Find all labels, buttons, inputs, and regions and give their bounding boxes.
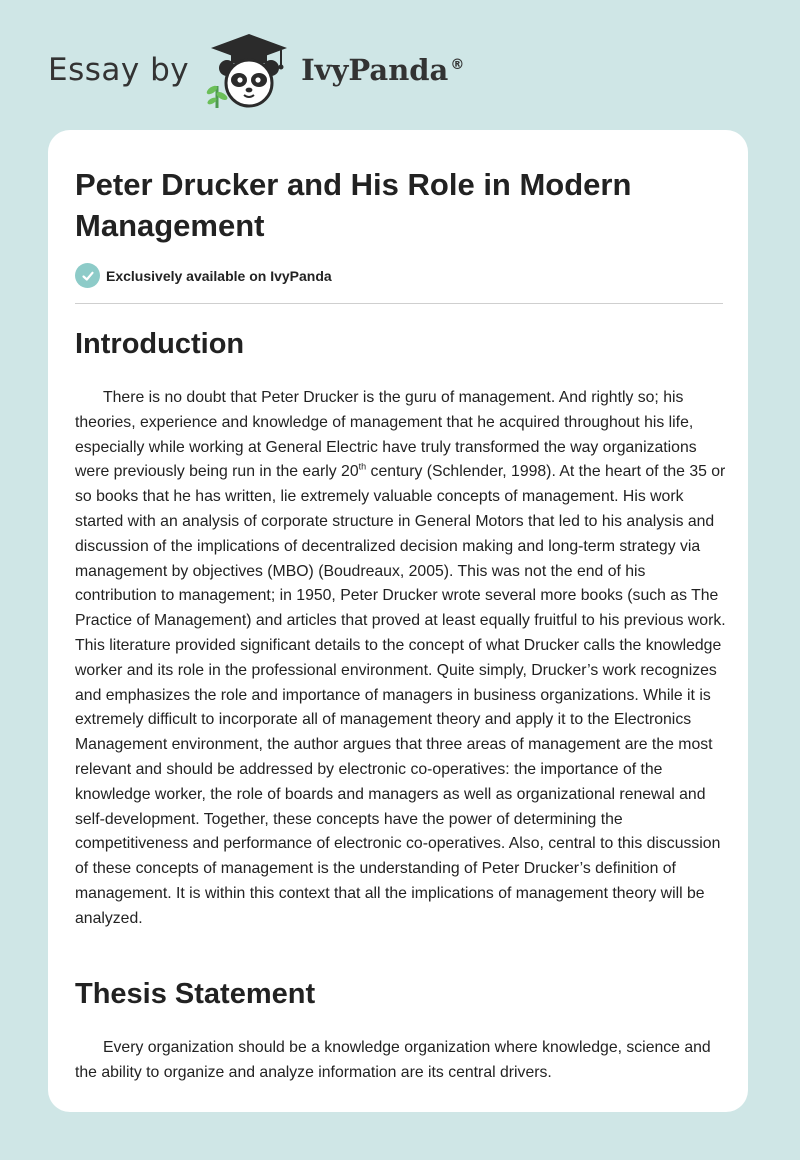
title-divider [75, 303, 723, 304]
brand-prefix: Essay by [48, 52, 190, 88]
panda-logo-graphic [203, 30, 295, 110]
exclusive-badge-text: Exclusively available on IvyPanda [106, 267, 332, 284]
brand-name-text: IvyPanda [301, 53, 449, 87]
panda-graduate-logo-icon[interactable] [203, 30, 295, 110]
registered-mark: ® [450, 57, 465, 74]
introduction-text-part1: There is no doubt that Peter Drucker is the guru of management. And rightly so; his theories, experience and knowledge of management that he acquired throughout his life, especially while working at General Electric have truly transformed the way organizations were previously being run in the early 20 [75, 389, 697, 481]
ordinal-superscript: th [358, 462, 367, 473]
essay-card [48, 130, 748, 1112]
introduction-text-part2: century (Schlender, 1998). At the heart of the 35 or so books that he has written, lie extremely valuable concepts of management. His work started with an analysis of corporate structure in General Motors that led to his analysis and discussion of the implications of decentralized decision making and long-term strategy via management by objectives (MBO) (Boudreaux, 2005). This was not the end of his contribution to management; in 1950, Peter Drucker wrote several more books (such as The Practice of Management) and articles that proved at least equally fruitful to his previous work. This literature provided significant details to the concept of what Drucker calls the knowledge worker and its role in the professional environment. Quite simply, Drucker’s work recognizes and emphasizes the role and importance of managers in business organizations. While it is extremely difficult to incorporate all of management theory and apply it to the Electronics Management environment, the author argues that three areas of management are the most relevant and should be addressed by electronic co-operatives: the importance of the knowledge worker, the role of boards and managers as well as organizational renewal and self-development. Together, these concepts have the power of determining the competitiveness and performance of electronic co-operatives. Also, central to this discussion of these concepts of management is the understanding of Peter Drucker’s definition of management. It is within this context that all the implications of management theory will be analyzed. [75, 463, 726, 927]
site-header [48, 30, 464, 110]
check-mark-graphic [81, 269, 95, 283]
exclusive-badge [75, 263, 332, 288]
section-heading-thesis-statement: Thesis Statement [75, 978, 316, 1010]
section-heading-introduction: Introduction [75, 328, 245, 360]
introduction-paragraph [75, 386, 727, 932]
essay-title: Peter Drucker and His Role in Modern Management [75, 167, 632, 243]
thesis-paragraph: Every organization should be a knowledge organization where knowledge, science and the ability to organize and analyze information are its central drivers. [75, 1039, 711, 1081]
brand-name [301, 53, 464, 87]
check-icon [75, 263, 100, 288]
